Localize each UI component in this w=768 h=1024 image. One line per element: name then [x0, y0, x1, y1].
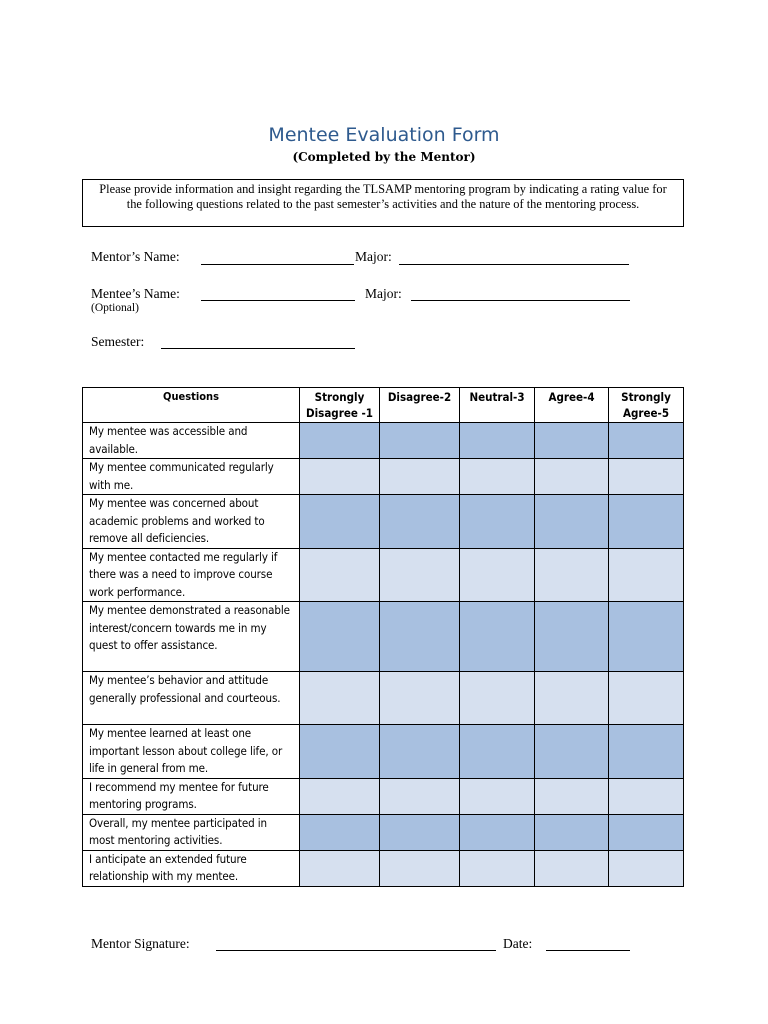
rating-cell-3[interactable]	[460, 459, 535, 495]
date-label: Date:	[503, 936, 533, 951]
evaluation-table	[82, 387, 684, 887]
rating-cell-3[interactable]	[460, 495, 535, 549]
table-row	[83, 602, 684, 672]
question-cell: My mentee’s behavior and attitude generally professional and courteous.	[83, 672, 300, 725]
rating-cell-1[interactable]	[300, 495, 380, 549]
header-strongly-agree: Strongly Agree-5	[609, 388, 684, 423]
mentee-name-field[interactable]	[201, 300, 355, 301]
optional-note: (Optional)	[91, 302, 139, 314]
form-title: Mentee Evaluation Form	[268, 124, 500, 146]
form-subtitle: (Completed by the Mentor)	[292, 150, 476, 164]
rating-cell-3[interactable]	[460, 725, 535, 779]
rating-cell-4[interactable]	[535, 850, 609, 886]
rating-cell-4[interactable]	[535, 814, 609, 850]
question-cell: My mentee was concerned about academic problems and worked to remove all deficiencies.	[83, 495, 300, 549]
rating-cell-2[interactable]	[380, 814, 460, 850]
question-cell: I anticipate an extended future relationship with my mentee.	[83, 850, 300, 886]
instructions-box: Please provide information and insight regarding the TLSAMP mentoring program by indicating a rating value for the following questions related to the past semester’s activities and the nature of the mentoring process.	[82, 179, 684, 227]
rating-cell-1[interactable]	[300, 602, 380, 672]
rating-cell-4[interactable]	[535, 495, 609, 549]
rating-cell-5[interactable]	[609, 725, 684, 779]
rating-cell-5[interactable]	[609, 459, 684, 495]
rating-cell-1[interactable]	[300, 725, 380, 779]
question-cell: My mentee demonstrated a reasonable interest/concern towards me in my quest to offer assistance.	[83, 602, 300, 672]
question-cell: My mentee learned at least one important lesson about college life, or life in general from me.	[83, 725, 300, 779]
mentor-name-label: Mentor’s Name:	[91, 249, 180, 264]
rating-cell-4[interactable]	[535, 778, 609, 814]
table-row	[83, 459, 684, 495]
rating-cell-5[interactable]	[609, 548, 684, 602]
mentee-major-label: Major:	[365, 286, 402, 301]
signature-field[interactable]	[216, 950, 496, 951]
table-row	[83, 423, 684, 459]
table-row	[83, 814, 684, 850]
header-disagree: Disagree-2	[380, 388, 460, 423]
question-cell: My mentee communicated regularly with me.	[83, 459, 300, 495]
rating-cell-2[interactable]	[380, 548, 460, 602]
rating-cell-2[interactable]	[380, 495, 460, 549]
signature-label: Mentor Signature:	[91, 936, 190, 951]
rating-cell-2[interactable]	[380, 850, 460, 886]
rating-cell-5[interactable]	[609, 778, 684, 814]
question-cell: My mentee contacted me regularly if there was a need to improve course work performance.	[83, 548, 300, 602]
question-cell: I recommend my mentee for future mentoring programs.	[83, 778, 300, 814]
table-row	[83, 725, 684, 779]
question-cell: Overall, my mentee participated in most mentoring activities.	[83, 814, 300, 850]
rating-cell-2[interactable]	[380, 672, 460, 725]
rating-cell-5[interactable]	[609, 495, 684, 549]
rating-cell-1[interactable]	[300, 778, 380, 814]
rating-cell-5[interactable]	[609, 423, 684, 459]
rating-cell-3[interactable]	[460, 548, 535, 602]
rating-cell-1[interactable]	[300, 850, 380, 886]
table-row	[83, 850, 684, 886]
rating-cell-1[interactable]	[300, 459, 380, 495]
table-row	[83, 548, 684, 602]
semester-field[interactable]	[161, 348, 355, 349]
rating-cell-2[interactable]	[380, 725, 460, 779]
rating-cell-2[interactable]	[380, 459, 460, 495]
rating-cell-4[interactable]	[535, 548, 609, 602]
header-strongly-disagree: Strongly Disagree -1	[300, 388, 380, 423]
header-agree: Agree-4	[535, 388, 609, 423]
mentor-name-field[interactable]	[201, 264, 354, 265]
header-questions: Questions	[83, 388, 300, 423]
semester-label: Semester:	[91, 334, 145, 349]
mentee-name-label: Mentee’s Name:	[91, 286, 180, 301]
rating-cell-1[interactable]	[300, 423, 380, 459]
rating-cell-5[interactable]	[609, 814, 684, 850]
rating-cell-3[interactable]	[460, 850, 535, 886]
rating-cell-2[interactable]	[380, 602, 460, 672]
rating-cell-2[interactable]	[380, 423, 460, 459]
rating-cell-5[interactable]	[609, 850, 684, 886]
mentee-major-field[interactable]	[411, 300, 630, 301]
rating-cell-1[interactable]	[300, 672, 380, 725]
date-field[interactable]	[546, 950, 630, 951]
table-row	[83, 672, 684, 725]
rating-cell-2[interactable]	[380, 778, 460, 814]
rating-cell-4[interactable]	[535, 602, 609, 672]
table-header-row	[83, 388, 684, 423]
rating-cell-3[interactable]	[460, 814, 535, 850]
major-label: Major:	[355, 249, 392, 264]
rating-cell-4[interactable]	[535, 459, 609, 495]
rating-cell-5[interactable]	[609, 602, 684, 672]
rating-cell-3[interactable]	[460, 423, 535, 459]
rating-cell-3[interactable]	[460, 602, 535, 672]
table-row	[83, 778, 684, 814]
header-neutral: Neutral-3	[460, 388, 535, 423]
rating-cell-1[interactable]	[300, 814, 380, 850]
rating-cell-4[interactable]	[535, 423, 609, 459]
rating-cell-4[interactable]	[535, 672, 609, 725]
rating-cell-3[interactable]	[460, 672, 535, 725]
rating-cell-1[interactable]	[300, 548, 380, 602]
rating-cell-5[interactable]	[609, 672, 684, 725]
rating-cell-3[interactable]	[460, 778, 535, 814]
question-cell: My mentee was accessible and available.	[83, 423, 300, 459]
table-row	[83, 495, 684, 549]
rating-cell-4[interactable]	[535, 725, 609, 779]
mentor-major-field[interactable]	[399, 264, 629, 265]
